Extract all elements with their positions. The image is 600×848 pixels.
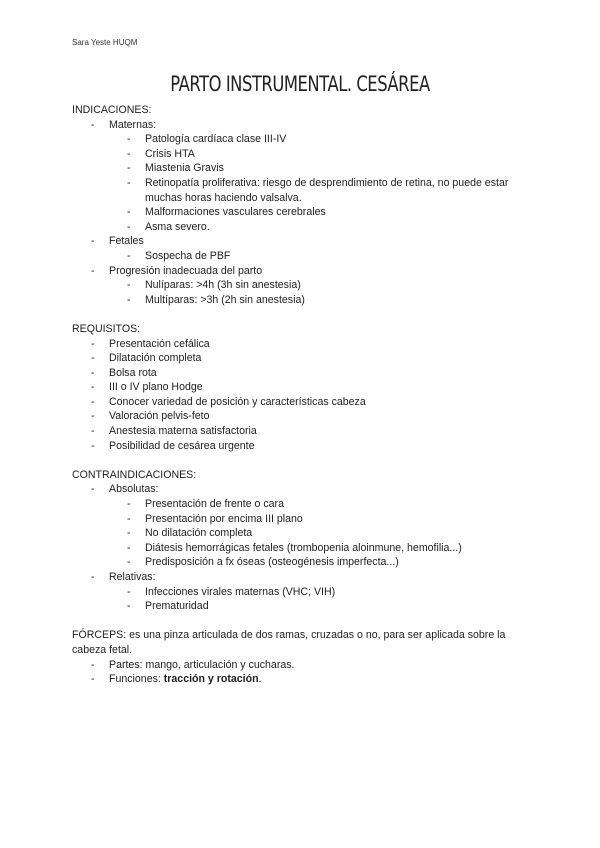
- section-contraindicaciones: [72, 468, 532, 614]
- list-item: - Asma severo.: [72, 220, 532, 235]
- list-item-progresion: - Progresión inadecuada del parto - Nulíparas: >4h (3h sin anestesia) - Multíparas: >3h (2h sin anestesia): [72, 264, 532, 308]
- list-item-maternas: - Maternas: - Patología cardíaca clase III-IV - Crisis HTA - Miastenia Gravis - Retinopatía proliferativa: riesgo de desprendimiento de retina, no puede estar muchas horas haciendo valsalva. - Malformaciones vasculares cerebrales - Asma severo.: [72, 118, 532, 235]
- list-item: - Multíparas: >3h (2h sin anestesia): [72, 293, 532, 308]
- section-forceps: [72, 628, 532, 686]
- section-indicaciones: [72, 103, 532, 307]
- section-requisitos: [72, 322, 532, 453]
- list-item: - Posibilidad de cesárea urgente: [72, 439, 532, 454]
- list-item: - Presentación de frente o cara: [72, 497, 532, 512]
- list-item: - Conocer variedad de posición y características cabeza: [72, 395, 532, 410]
- list-item: - Prematuridad: [72, 599, 532, 614]
- list-item: - No dilatación completa: [72, 526, 532, 541]
- section-heading: INDICACIONES:: [72, 104, 152, 116]
- document-body: [72, 103, 532, 687]
- author-header: Sara Yeste HUQM: [72, 38, 138, 47]
- list-item: - Bolsa rota: [72, 366, 532, 381]
- list-item: - Diátesis hemorrágicas fetales (trombopenia aloinmune, hemofilia...): [72, 541, 532, 556]
- list-item: - Dilatación completa: [72, 351, 532, 366]
- section-heading: REQUISITOS:: [72, 322, 141, 335]
- list-item: - Sospecha de PBF: [72, 249, 532, 264]
- list-item-absolutas: - Absolutas: - Presentación de frente o cara - Presentación por encima III plano - No dilatación completa - Diátesis hemorrágicas fetales (trombopenia aloinmune, hemofilia...) - Predisposición a fx óseas (osteogénesis imperfecta...): [72, 482, 532, 570]
- list-item: - Retinopatía proliferativa: riesgo de desprendimiento de retina, no puede estar muchas horas haciendo valsalva.: [72, 176, 532, 205]
- funciones-bold: tracción y rotación: [163, 673, 259, 686]
- list-item: - Crisis HTA: [72, 147, 532, 162]
- list-item: - Predisposición a fx óseas (osteogénesis imperfecta...): [72, 555, 532, 570]
- section-heading: CONTRAINDICACIONES:: [72, 468, 197, 481]
- list-item: - Presentación cefálica: [72, 337, 532, 352]
- forceps-definition: FÓRCEPS: es una pinza articulada de dos ramas, cruzadas o no, para ser aplicada sobre la cabeza fetal.: [72, 629, 506, 656]
- page-title: PARTO INSTRUMENTAL. CESÁREA: [170, 72, 430, 96]
- list-item: - Presentación por encima III plano: [72, 512, 532, 527]
- list-item-fetales: - Fetales - Sospecha de PBF: [72, 234, 532, 263]
- list-item: - Nulíparas: >4h (3h sin anestesia): [72, 278, 532, 293]
- list-item: - Valoración pelvis-feto: [72, 409, 532, 424]
- list-item: - Malformaciones vasculares cerebrales: [72, 205, 532, 220]
- list-item: - Infecciones virales maternas (VHC; VIH): [72, 585, 532, 600]
- list-item: - III o IV plano Hodge: [72, 380, 532, 395]
- list-item: - Partes: mango, articulación y cucharas.: [72, 658, 532, 673]
- list-item: - Patología cardíaca clase III-IV: [72, 132, 532, 147]
- list-item-funciones: - Funciones: tracción y rotación.: [72, 672, 532, 687]
- list-item: - Anestesia materna satisfactoria: [72, 424, 532, 439]
- list-item-relativas: - Relativas: - Infecciones virales maternas (VHC; VIH) - Prematuridad: [72, 570, 532, 614]
- list-item: - Miastenia Gravis: [72, 161, 532, 176]
